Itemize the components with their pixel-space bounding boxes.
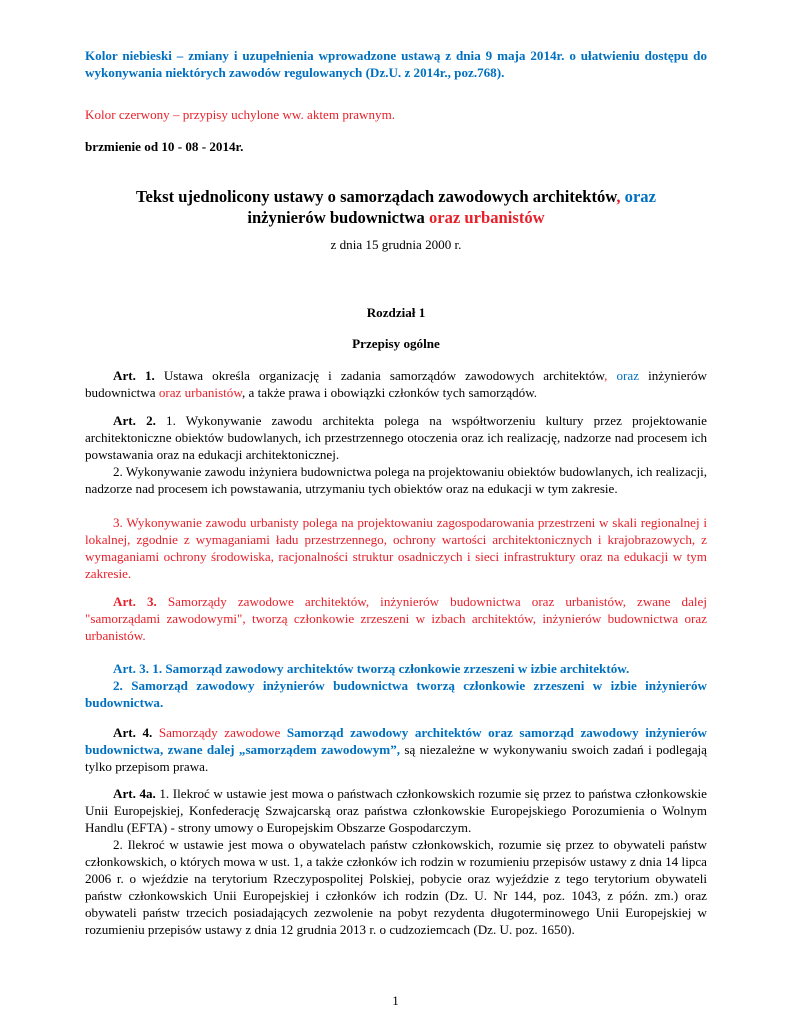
- article-label: Art. 2.: [113, 413, 156, 428]
- chapter-name: Przepisy ogólne: [352, 336, 440, 351]
- title-oraz: oraz: [620, 187, 656, 206]
- article-2-para-3: 3. Wykonywanie zawodu urbanisty polega na projektowaniu zagospodarowania przestrzeni w skali regionalnej i lokalnej, zgodnie z wymaganiami ładu przestrzennego, ochrony wartości architektonicznych i krajobrazowych, z wymaganiami ochrony środowiska, racjonalności struktur osadniczych i sieci infrastruktury oraz na edukacji w tym zakresie.: [85, 515, 707, 581]
- article-text-2: inżynierów budownictwa: [85, 368, 707, 400]
- title-text: Tekst ujednolicony ustawy o samorządach zawodowych architektów: [136, 187, 617, 206]
- blue-change-note: Kolor niebieski – zmiany i uzupełnienia wprowadzone ustawą z dnia 9 maja 2014r. o ułatwieniu dostępu do wykonywania niektórych zawodów regulowanych (Dz.U. z 2014r., poz.768).: [85, 48, 707, 80]
- article-label: Art. 1.: [113, 368, 155, 383]
- article-2-para-2: 2. Wykonywanie zawodu inżyniera budownictwa polega na projektowaniu obiektów budowlanych, ich realizacji, nadzorze nad procesem ich powstawania, utrzymaniu tych obiektów oraz na edukacji w tym zakresie.: [85, 464, 707, 496]
- red-change-note: Kolor czerwony – przypisy uchylone ww. aktem prawnym.: [85, 107, 396, 122]
- version-date: brzmienie od 10 - 08 - 2014r.: [85, 139, 244, 154]
- article-label: Art. 4.: [113, 725, 153, 740]
- article-repealed-text: Samorządy zawodowe: [152, 725, 281, 740]
- article-new-text: Samorząd zawodowy architektów oraz samorząd zawodowy inżynierów budownictwa, zwane dalej „samorządem zawodowym”,: [85, 725, 708, 757]
- article-text: Samorządy zawodowe architektów, inżynierów budownictwa oraz urbanistów, zwane dalej "samorządami zawodowymi", tworzą członkowie zrzeszeni w izbach architektów, inżynierów budownictwa oraz urbanistów.: [85, 594, 707, 643]
- article-label: Art. 3.: [113, 594, 157, 609]
- article-1: [85, 367, 707, 401]
- article-label: Art. 4a.: [113, 786, 156, 801]
- title-text-2: inżynierów budownictwa: [247, 208, 425, 227]
- article-oraz: oraz: [607, 368, 640, 383]
- article-urbanists: oraz urbanistów: [155, 385, 242, 400]
- article-text-3: , a także prawa i obowiązki członków tych samorządów.: [241, 385, 538, 400]
- article-2-para-1: [85, 412, 707, 463]
- act-date: z dnia 15 grudnia 2000 r.: [330, 237, 462, 252]
- article-text: 1. Wykonywanie zawodu architekta polega na współtworzeniu kultury przez projektowanie architektoniczne obiektów budowlanych, ich przestrzennego otoczenia oraz ich realizację, nadzorze nad procesem ich powstawania oraz na edukacji architektonicznej.: [85, 413, 707, 462]
- article-3-new-para-2: 2. Samorząd zawodowy inżynierów budownictwa tworzą członkowie zrzeszeni w izbie inżynierów budownictwa.: [85, 678, 707, 710]
- article-4: [85, 724, 707, 775]
- title-comma: ,: [616, 187, 621, 206]
- article-text: są niezależne w wykonywaniu swoich zadań i podlegają tylko przepisom prawa.: [85, 742, 707, 774]
- article-text: 1. Ilekroć w ustawie jest mowa o państwach członkowskich rozumie się przez to państwa członkowskie Unii Europejskiej, Konfederację Szwajcarską oraz państwa członkowskie Europejskiego Porozumienia o Wolnym Handlu (EFTA) - strony umowy o Europejskim Obszarze Gospodarczym.: [85, 786, 707, 835]
- article-3-new-para-1: Art. 3. 1. Samorząd zawodowy architektów tworzą członkowie zrzeszeni w izbie architektów.: [113, 661, 630, 676]
- article-text: Ustawa określa organizację i zadania samorządów zawodowych architektów: [154, 368, 605, 383]
- document-title: [105, 186, 687, 228]
- title-urbanists: oraz urbanistów: [424, 208, 545, 227]
- article-4a-para-1: [85, 785, 707, 836]
- page-number: 1: [392, 993, 399, 1008]
- article-comma: ,: [604, 368, 608, 383]
- article-4a-para-2: 2. Ilekroć w ustawie jest mowa o obywatelach państw członkowskich, rozumie się przez to obywateli państw członkowskich, o których mowa w ust. 1, a także członków ich rodzin w rozumieniu przepisów ustawy z dnia 14 lipca 2006 r. o wjeździe na terytorium Rzeczypospolitej Polskiej, pobycie oraz wyjeździe z tego terytorium obywateli państw członkowskich Unii Europejskiej i członków ich rodzin (Dz. U. Nr 144, poz. 1043, z późn. zm.) oraz obywateli państw trzecich posiadających zezwolenie na pobyt rezydenta długoterminowego Unii Europejskiej w rozumieniu przepisów ustawy z dnia 12 grudnia 2013 r. o cudzoziemcach (Dz. U. poz. 1650).: [85, 837, 707, 937]
- article-3-old: [85, 593, 707, 644]
- chapter-number: Rozdział 1: [366, 305, 426, 320]
